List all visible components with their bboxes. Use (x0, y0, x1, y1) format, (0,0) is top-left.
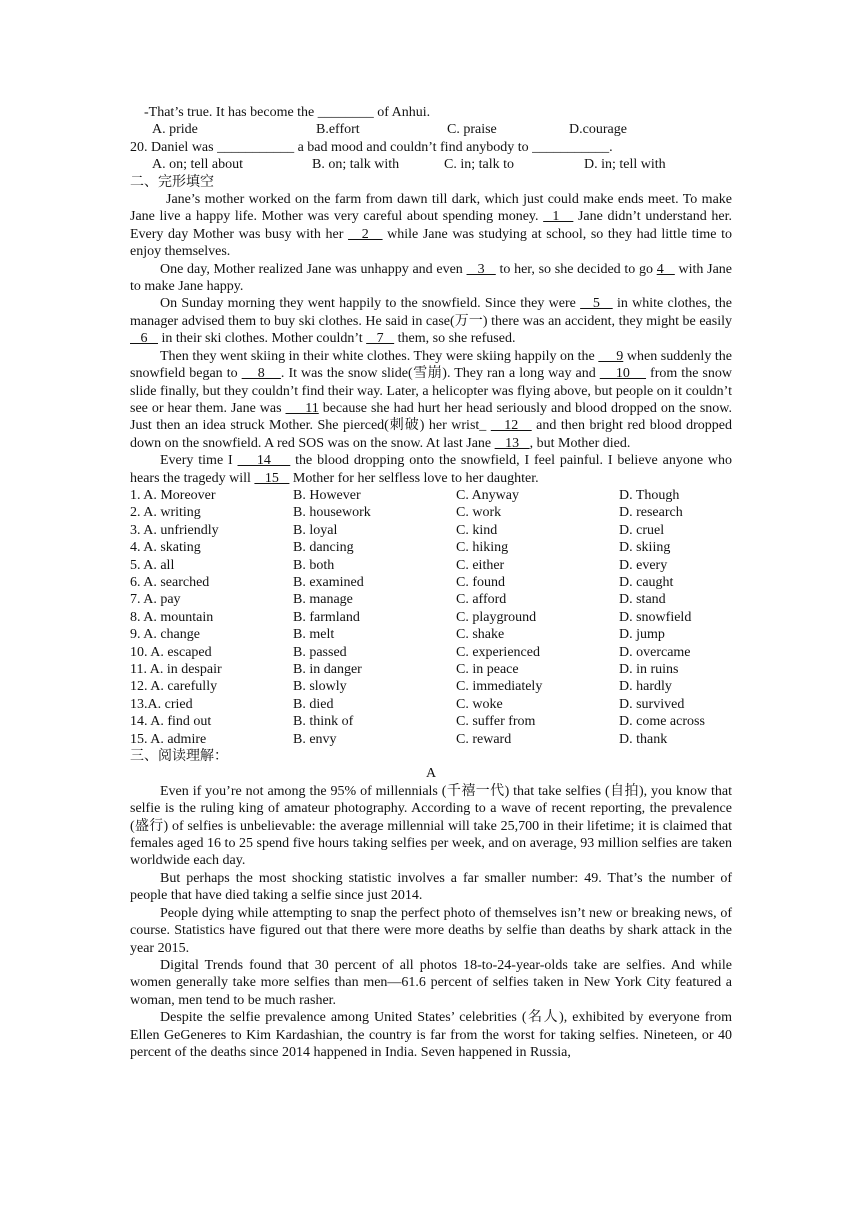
option: B. melt (293, 627, 335, 643)
option: C. suffer from (456, 714, 536, 730)
option: D. Though (619, 487, 680, 503)
option: D. in; tell with (584, 157, 666, 173)
option-row (130, 591, 732, 608)
option: C. hiking (456, 540, 509, 556)
option-row (130, 731, 732, 748)
option: D. in ruins (619, 662, 679, 677)
passage-letter: A (425, 766, 437, 782)
option: 1. A. Moreover (130, 487, 216, 503)
blank-9: 9 (598, 348, 624, 364)
option: 8. A. mountain (130, 609, 214, 625)
option-row (130, 557, 732, 574)
blank-7: 7 (366, 331, 395, 347)
option: B. loyal (293, 522, 338, 538)
option: C. experienced (456, 644, 540, 660)
cloze-paragraph-1: Jane’s mother worked on the farm from dawn till dark, which just could make ends meet. To make Jane live a happy life. Mother was very careful about spending money. 1 Jane didn’t understand her. Every day Mother was busy with her 2 while Jane was studying at school, so they had little time to enjoy themselves. (130, 192, 733, 260)
blank-10: 10 (599, 366, 647, 382)
option: D. every (619, 557, 668, 573)
option: D.courage (569, 122, 627, 138)
option-row (130, 609, 732, 626)
option-row (130, 661, 732, 678)
option: D. research (619, 505, 683, 521)
option: D. stand (619, 592, 666, 608)
option: C. either (456, 557, 505, 573)
option-row (130, 644, 732, 661)
option: C. praise (447, 122, 497, 138)
option-row (130, 574, 732, 591)
cloze-paragraph-3: On Sunday morning they went happily to the snowfield. Since they were 5 in white clothes, the manager advised them to buy ski clothes. He said in case(万一) there was an accident, they might be easily 6 in their ski clothes. Mother couldn’t 7 them, so she refused. (130, 296, 733, 347)
reading-paragraph-5: Despite the selfie prevalence among United States’ celebrities (名人), exhibited by everyone from Ellen GeGeneres to Kim Kardashian, the country is far from the worst for taking selfies. Nineteen, or 40 percent of the deaths since 2014 happened in India. Seven happened in Russia, (130, 1010, 732, 1060)
blank-2: 2 (348, 226, 383, 242)
q19-options (130, 121, 732, 138)
reading-paragraph-2: But perhaps the most shocking statistic involves a far smaller number: 49. That’s the number of people that have died taking a selfie since just 2014. (130, 870, 732, 904)
blank-13: 13 (494, 435, 530, 451)
reading-paragraph-4: Digital Trends found that 30 percent of all photos 18-to-24-year-olds take are selfies. And while women generally take more selfies than men—61.6 percent of selfies taken in New York City featured a woman, men tend to be much rasher. (130, 957, 732, 1008)
option: C. kind (456, 522, 498, 538)
option: D. come across (619, 714, 705, 730)
option: B. housework (293, 505, 371, 521)
option-row (130, 539, 732, 556)
option: 2. A. writing (130, 505, 201, 521)
blank-14: 14 (237, 453, 291, 469)
option: B. think of (293, 714, 354, 730)
option: D. thank (619, 731, 668, 747)
cloze-options-list (130, 487, 732, 748)
option: B.effort (316, 122, 360, 138)
option: C. in; talk to (444, 157, 514, 173)
option: B. slowly (293, 679, 347, 695)
option-row (130, 696, 732, 713)
cloze-paragraph-2: One day, Mother realized Jane was unhappy and even 3 to her, so she decided to go 4 with Jane to make Jane happy. (130, 261, 732, 295)
option: C. reward (456, 731, 512, 747)
option-row (130, 522, 732, 539)
option: 5. A. all (130, 557, 175, 573)
option: B. died (293, 696, 334, 712)
option-row (130, 626, 732, 643)
q19-answer-line: -That’s true. It has become the ________ of Anhui. (144, 105, 431, 120)
document-page (130, 104, 732, 1061)
cloze-paragraph-4: Then they went skiing in their white clothes. They were skiing happily on the 9 when suddenly the snowfield began to 8 . It was the snow slide(雪崩). They ran a long way and 10 from the snow slide finally, but they couldn’t find their way. Later, a helicopter was flying above, but people on it couldn’t see or hear them. Jane was 11 because she had hurt her head seriously and blood dropped on the snow. Just then an idea struck Mother. She pierced(刺破) her wrist_ 12 and then bright red blood dropped down on the snowfield. A red SOS was on the snow. At last Jane 13 , but Mother died. (130, 348, 733, 451)
option: C. afford (456, 592, 507, 608)
option-row (130, 713, 732, 730)
blank-6: 6 (130, 331, 158, 347)
option: D. hardly (619, 679, 672, 695)
blank-8: 8 (241, 366, 281, 382)
option: B. passed (293, 644, 347, 660)
q20-options (130, 156, 732, 173)
section-heading-cloze: 二、完形填空 (130, 174, 214, 190)
option: B. manage (293, 592, 353, 608)
option: D. snowfield (619, 609, 692, 625)
option: B. However (293, 487, 361, 503)
option: 15. A. admire (130, 731, 207, 747)
option: B. dancing (293, 540, 354, 556)
option: B. on; talk with (312, 157, 400, 173)
option: 12. A. carefully (130, 679, 218, 695)
option: 10. A. escaped (130, 644, 212, 660)
reading-paragraph-3: People dying while attempting to snap the perfect photo of themselves isn’t new or breaking news, of course. Statistics have figured out that there were more deaths by selfie than deaths by shark attack in the year 2015. (130, 905, 732, 956)
option: 9. A. change (130, 627, 200, 643)
option-row (130, 487, 732, 504)
q20-stem: 20. Daniel was ___________ a bad mood and couldn’t find anybody to ___________. (130, 139, 613, 155)
option-row (130, 678, 732, 695)
option: A. pride (152, 122, 198, 138)
blank-4: 4 (656, 261, 675, 277)
blank-1: 1 (543, 209, 574, 225)
option: C. woke (456, 696, 503, 712)
blank-3: 3 (466, 261, 496, 277)
option: 14. A. find out (130, 714, 212, 730)
option: C. found (456, 574, 505, 590)
section-heading-reading: 三、阅读理解： (130, 749, 228, 765)
option: C. in peace (456, 662, 519, 677)
option: B. in danger (293, 662, 362, 677)
blank-11: 11 (285, 400, 319, 416)
option: A. on; tell about (152, 157, 243, 173)
option: 3. A. unfriendly (130, 522, 219, 538)
cloze-paragraph-5: Every time I 14 the blood dropping onto the snowfield, I feel painful. I believe anyone who hears the tragedy will 15 Mother for her selfless love to her daughter. (130, 453, 732, 486)
option: 13.A. cried (130, 696, 193, 712)
option: D. skiing (619, 540, 671, 556)
option: 6. A. searched (130, 574, 210, 590)
option: D. overcame (619, 644, 691, 660)
option-row (130, 504, 732, 521)
option: D. jump (619, 627, 665, 643)
option: B. both (293, 557, 335, 573)
option: C. shake (456, 627, 505, 643)
blank-12: 12 (490, 418, 532, 434)
option: C. immediately (456, 679, 543, 695)
option: C. Anyway (456, 487, 519, 503)
reading-paragraph-1: Even if you’re not among the 95% of millennials (千禧一代) that take selfies (自拍), you know that selfie is the ruling king of amateur photography. According to a wave of recent reporting, the prevalence (盛行) of selfies is unbelievable: the average millennial will take 25,700 in their lifetime; it is claimed that females aged 16 to 25 spend five hours taking selfies per week, and on average, 93 million selfies are taken worldwide each day. (130, 783, 732, 869)
option: 4. A. skating (130, 540, 201, 556)
option: D. survived (619, 696, 685, 712)
option: B. envy (293, 731, 337, 747)
option: 7. A. pay (130, 592, 181, 608)
option: D. caught (619, 574, 674, 590)
option: D. cruel (619, 522, 665, 538)
blank-15: 15 (254, 470, 290, 486)
option: C. work (456, 505, 502, 521)
option: C. playground (456, 609, 537, 625)
blank-5: 5 (580, 296, 613, 312)
option: B. examined (293, 574, 364, 590)
option: B. farmland (293, 609, 360, 625)
option: 11. A. in despair (130, 662, 222, 677)
